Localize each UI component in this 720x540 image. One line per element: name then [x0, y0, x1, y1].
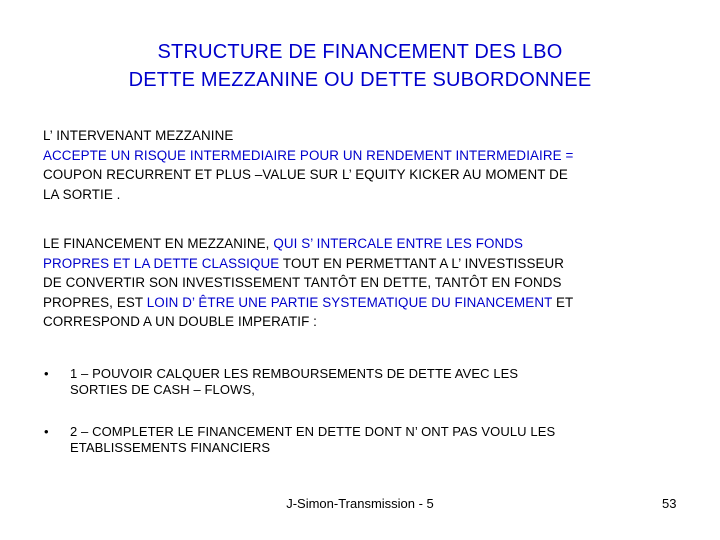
- paragraph2-line-1: [43, 234, 683, 254]
- bullet-item-2: [70, 424, 680, 456]
- bullet-item-2-line-2: ETABLISSEMENTS FINANCIERS: [70, 440, 271, 455]
- paragraph1-line-1: L’ INTERVENANT MEZZANINE: [43, 128, 234, 143]
- paragraph2-line-4-part-a: PROPRES, EST: [43, 294, 147, 310]
- footer-text: J-Simon-Transmission - 5: [286, 496, 434, 511]
- paragraph2-line-2: [43, 254, 683, 274]
- paragraph1-line-3: COUPON RECURRENT ET PLUS –VALUE SUR L’ EQUITY KICKER AU MOMENT DE: [43, 167, 568, 182]
- paragraph2-line-4-part-b: LOIN D’ ÊTRE UNE PARTIE SYSTEMATIQUE DU FINANCEMENT: [146, 294, 553, 310]
- bullet-item-1: [70, 366, 680, 398]
- paragraph2-line-2-part-b: TOUT EN PERMETTANT A L’ INVESTISSEUR: [279, 255, 565, 271]
- paragraph2-line-1-part-b: QUI S’ INTERCALE ENTRE LES FONDS: [273, 236, 524, 251]
- paragraph2-line-1-part-a: LE FINANCEMENT EN MEZZANINE,: [43, 236, 274, 251]
- title-line-2: DETTE MEZZANINE OU DETTE SUBORDONNEE: [128, 69, 592, 91]
- paragraph2-line-5: CORRESPOND A UN DOUBLE IMPERATIF :: [43, 314, 317, 329]
- paragraph2-line-3: DE CONVERTIR SON INVESTISSEMENT TANTÔT EN DETTE, TANTÔT EN FONDS: [43, 275, 562, 290]
- bullet-marker: •: [44, 366, 49, 381]
- paragraph1-line-2: ACCEPTE UN RISQUE INTERMEDIAIRE POUR UN RENDEMENT INTERMEDIAIRE =: [43, 147, 574, 163]
- page-number: 53: [662, 496, 677, 511]
- paragraph2-line-2-part-a: PROPRES ET LA DETTE CLASSIQUE: [43, 255, 280, 271]
- paragraph2-line-4: [43, 293, 683, 313]
- paragraph2-line-4-part-c: ET: [552, 294, 574, 310]
- bullet-item-2-line-1: 2 – COMPLETER LE FINANCEMENT EN DETTE DONT N’ ONT PAS VOULU LES: [70, 424, 556, 439]
- bullet-marker: •: [44, 424, 49, 439]
- bullet-item-1-line-2: SORTIES DE CASH – FLOWS,: [70, 382, 255, 397]
- paragraph1-line-4: LA SORTIE .: [43, 186, 121, 202]
- title-line-1: STRUCTURE DE FINANCEMENT DES LBO: [157, 41, 563, 63]
- bullet-item-1-line-1: 1 – POUVOIR CALQUER LES REMBOURSEMENTS DE DETTE AVEC LES: [70, 366, 519, 381]
- paragraph-financement-mezzanine: [43, 234, 683, 332]
- paragraph-mezzanine-intervenant: [43, 126, 683, 204]
- slide-title: [0, 38, 720, 94]
